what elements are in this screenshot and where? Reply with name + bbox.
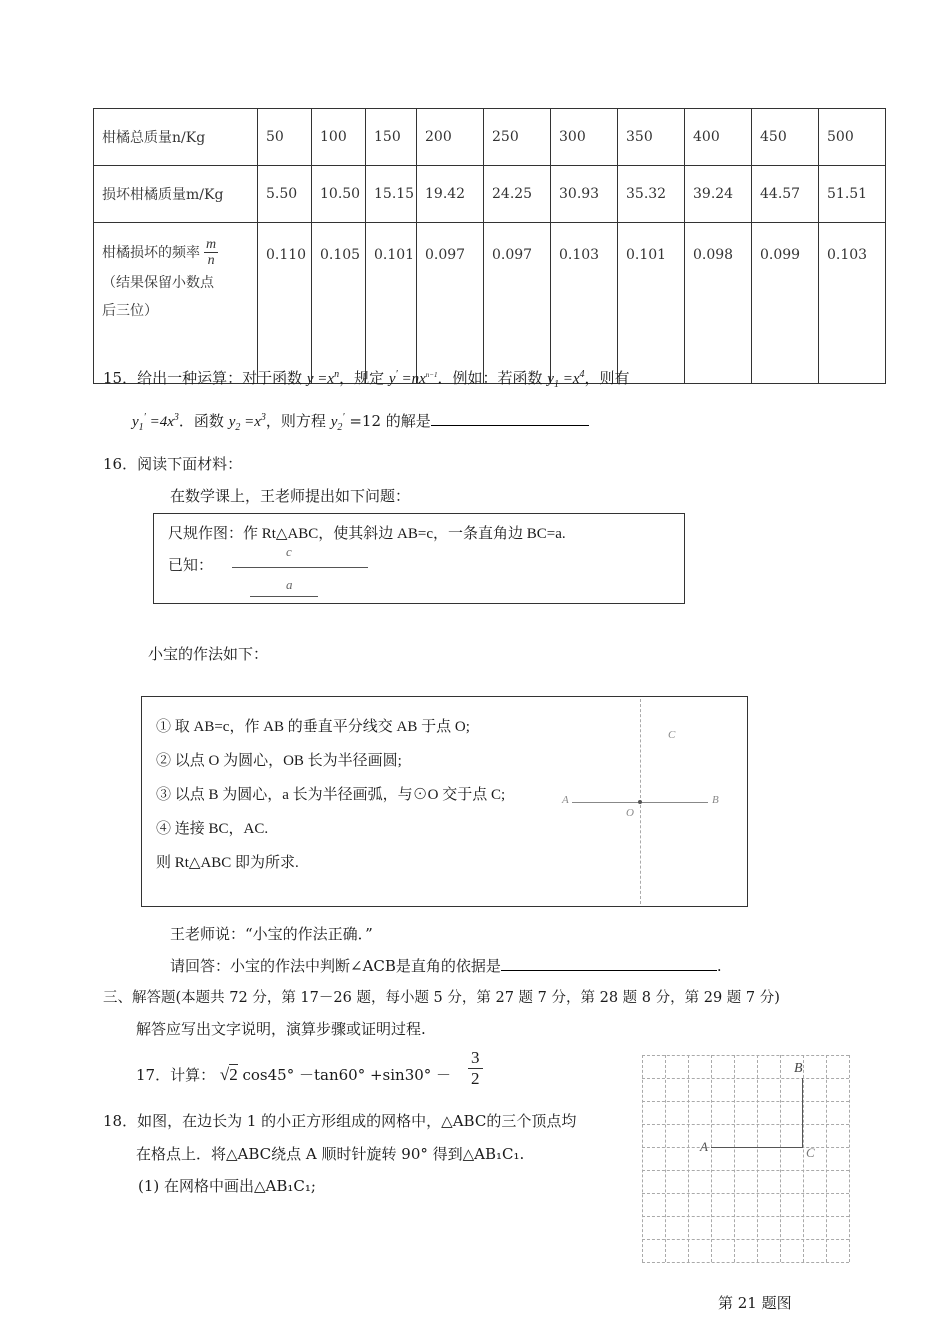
- table-cell: 19.42: [417, 166, 484, 223]
- formula-y1: $y_1 =x^4$: [547, 369, 585, 390]
- q15-text: ．例如：若函数: [437, 369, 543, 387]
- table-cell: 100: [312, 109, 366, 166]
- q16-intro: 在数学课上，王老师提出如下问题：: [170, 487, 411, 505]
- q15-answer-blank[interactable]: [431, 425, 589, 426]
- table-cell: 0.103: [551, 223, 618, 384]
- freq-note-line1: （结果保留小数点: [102, 274, 214, 291]
- q15-text: ．函数: [178, 412, 224, 430]
- q16-question: [170, 955, 722, 976]
- figure-caption: 第 21 题图: [718, 1294, 792, 1312]
- grid-label-c: C: [806, 1145, 815, 1160]
- table-cell: 15.15: [366, 166, 417, 223]
- table-cell: 0.098: [685, 223, 752, 384]
- table-cell: 0.105: [312, 223, 366, 384]
- citrus-data-table: [93, 108, 886, 384]
- q17-label: 17．计算：: [136, 1066, 216, 1084]
- table-cell: 24.25: [484, 166, 551, 223]
- segment-c: [232, 567, 368, 568]
- table-row-total: [94, 109, 886, 166]
- q16-method-box: [141, 696, 748, 907]
- table-row-damaged: [94, 166, 886, 223]
- section3-note: 解答应写出文字说明，演算步骤或证明过程.: [136, 1020, 426, 1038]
- frac-denominator: 2: [471, 1069, 480, 1088]
- freq-note-line2: 后三位）: [102, 302, 158, 319]
- teacher-remark: 王老师说：“小宝的作法正确．”: [170, 925, 373, 943]
- segment-c-label: c: [286, 544, 292, 559]
- table-cell: 30.93: [551, 166, 618, 223]
- label-b: B: [712, 794, 719, 806]
- label-c: C: [668, 729, 676, 741]
- segment-a: [250, 596, 318, 597]
- q18-line1: 18．如图，在边长为 1 的小正方形组成的网格中，△ABC的三个顶点均: [103, 1112, 577, 1130]
- step-1: ① 取 AB=c，作 AB 的垂直平分线交 AB 于点 O;: [156, 719, 470, 735]
- table-cell: 400: [685, 109, 752, 166]
- frac-numerator: m: [206, 237, 217, 252]
- table-cell: 50: [258, 109, 312, 166]
- step-3: ③ 以点 B 为圆心，a 长为半径画弧，与⊙O 交于点 C;: [156, 787, 506, 803]
- q15-line1: [103, 367, 630, 390]
- table-cell: 0.110: [258, 223, 312, 384]
- q18-part1: (1) 在网格中画出△AB₁C₁;: [138, 1177, 316, 1195]
- formula-y2-prime: $y_2'$: [330, 412, 345, 433]
- row-header-damaged: 损坏柑橘质量m/Kg: [94, 166, 258, 223]
- q17: [136, 1064, 451, 1085]
- q16-method-intro: 小宝的作法如下：: [148, 645, 269, 663]
- table-cell: 450: [752, 109, 819, 166]
- formula-y2: $y_2 =x^3$: [228, 412, 266, 433]
- table-cell: 44.57: [752, 166, 819, 223]
- grid-label-b: B: [794, 1061, 803, 1076]
- q16-question-end: .: [716, 957, 722, 975]
- frac-numerator: 3: [468, 1048, 483, 1069]
- formula-derivative-def: $y' =nx^{n-1}$: [388, 369, 438, 387]
- q18-line2: 在格点上．将△ABC绕点 A 顺时针旋转 90° 得到△AB₁C₁.: [136, 1145, 525, 1163]
- step-4: ④ 连接 BC，AC.: [156, 821, 269, 837]
- table-cell: 0.097: [417, 223, 484, 384]
- table-cell: 10.50: [312, 166, 366, 223]
- table-cell: 200: [417, 109, 484, 166]
- table-cell: 35.32: [618, 166, 685, 223]
- step-2: ② 以点 O 为圆心，OB 长为半径画圆;: [156, 753, 402, 769]
- sqrt-arg: 2: [229, 1065, 238, 1084]
- sqrt-symbol: √2: [219, 1065, 238, 1084]
- table-cell: 51.51: [819, 166, 886, 223]
- freq-label: 柑橘损坏的频率: [102, 244, 200, 261]
- q15-text: ，规定: [339, 369, 385, 387]
- segment-bc: [802, 1078, 803, 1147]
- point-o: [638, 800, 642, 804]
- segment-a-label: a: [286, 577, 293, 592]
- section3-heading: 三、解答题(本题共 72 分，第 17－26 题，每小题 5 分，第 27 题 7 分，第 28 题 8 分，第 29 题 7 分): [103, 990, 780, 1006]
- table-cell: 39.24: [685, 166, 752, 223]
- q15-text: 15．给出一种运算：对于函数: [103, 369, 303, 387]
- grid-figure: [642, 1055, 850, 1263]
- q16-problem-text: 尺规作图：作 Rt△ABC，使其斜边 AB=c，一条直角边 BC=a.: [168, 526, 566, 542]
- table-cell: 300: [551, 109, 618, 166]
- q15-line2: [132, 410, 589, 433]
- q16-question-text: 请回答：小宝的作法中判断∠ACB是直角的依据是: [170, 957, 501, 975]
- given-label: 已知：: [168, 556, 214, 574]
- formula-y1-prime: $y_1' =4x^3$: [132, 412, 179, 433]
- row-header-frequency: [94, 223, 258, 384]
- q15-text: ，则方程: [265, 412, 326, 430]
- table-cell: 0.097: [484, 223, 551, 384]
- q17-expression: cos45° －tan60° +sin30° －: [242, 1066, 452, 1084]
- table-cell: 0.103: [819, 223, 886, 384]
- row-header-total: 柑橘总质量n/Kg: [94, 109, 258, 166]
- label-o: O: [626, 807, 634, 819]
- grid-label-a: A: [700, 1139, 708, 1154]
- q16-answer-blank[interactable]: [501, 970, 717, 971]
- frac-denominator: n: [207, 253, 215, 269]
- q16-problem-box: [153, 513, 685, 604]
- q16-title: 16．阅读下面材料：: [103, 455, 243, 473]
- table-cell: 150: [366, 109, 417, 166]
- table-cell: 250: [484, 109, 551, 166]
- table-cell: 500: [819, 109, 886, 166]
- formula-y-eq-x-n: $y =x^n$: [306, 369, 340, 387]
- q15-text: =12 的解是: [349, 412, 431, 430]
- table-cell: 0.099: [752, 223, 819, 384]
- table-cell: 0.101: [366, 223, 417, 384]
- table-cell: 350: [618, 109, 685, 166]
- table-cell: 5.50: [258, 166, 312, 223]
- conclusion: 则 Rt△ABC 即为所求.: [156, 855, 299, 871]
- q15-text: ，则有: [584, 369, 630, 387]
- fraction-3-over-2: [468, 1048, 483, 1089]
- segment-ac: [711, 1147, 803, 1148]
- fraction-m-over-n: [204, 237, 218, 269]
- label-a: A: [562, 794, 569, 806]
- table-row-frequency: [94, 223, 886, 384]
- table-cell: 0.101: [618, 223, 685, 384]
